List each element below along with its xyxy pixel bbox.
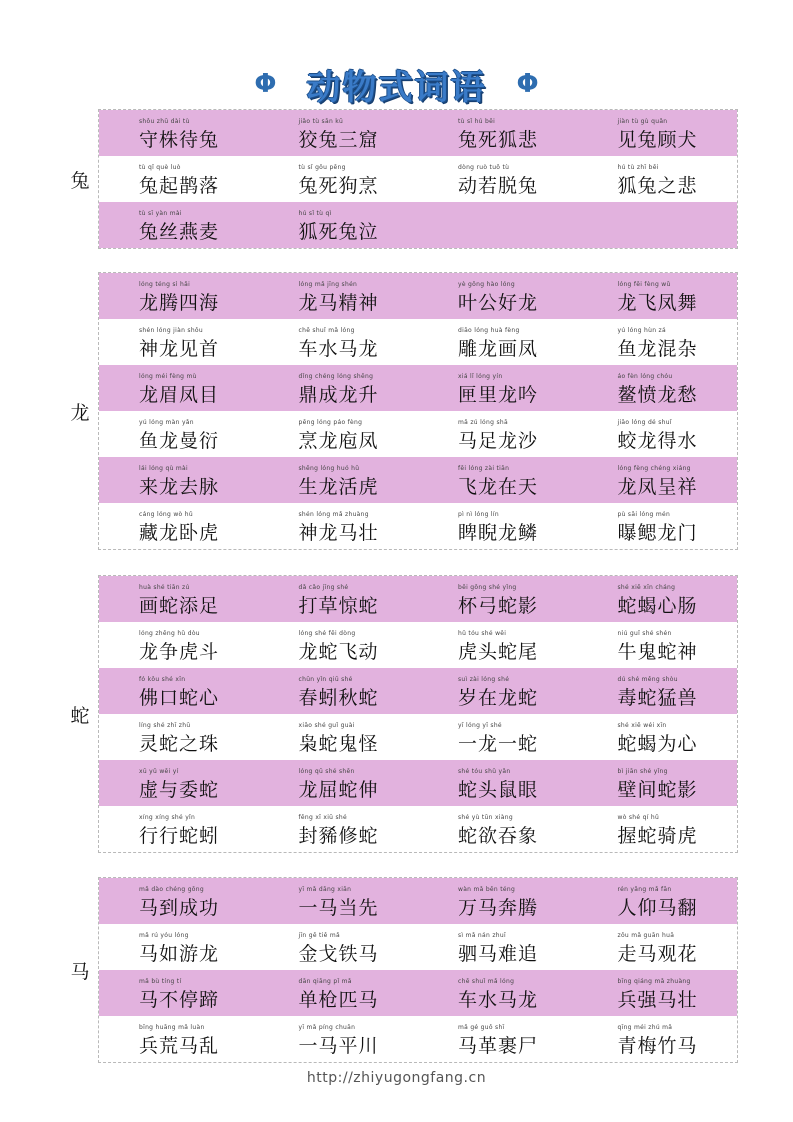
idiom-text: 车水马龙 — [298, 338, 379, 360]
idiom-pinyin: sì mǎ nán zhuī — [458, 932, 506, 939]
idiom-pinyin: fēi lóng zài tiān — [458, 465, 510, 472]
idiom-text: 杯弓蛇影 — [458, 595, 539, 617]
idiom-text: 佛口蛇心 — [139, 687, 220, 709]
idiom-text: 兔起鹊落 — [139, 175, 220, 197]
idiom-text: 动若脱兔 — [458, 175, 539, 197]
idiom-cell — [99, 1016, 259, 1062]
idiom-cell — [578, 878, 738, 924]
idiom-pinyin: suì zài lóng shé — [458, 676, 510, 683]
idiom-cell — [99, 970, 259, 1016]
idiom-cell — [259, 156, 419, 202]
idiom-cell — [259, 760, 419, 806]
idiom-row — [99, 457, 737, 503]
idiom-text: 兵强马壮 — [617, 989, 698, 1011]
idiom-cell — [99, 806, 259, 852]
idiom-cell — [418, 1016, 578, 1062]
idiom-text: 虚与委蛇 — [139, 779, 220, 801]
idiom-pinyin: tù qǐ què luò — [139, 164, 181, 171]
idiom-row — [99, 365, 737, 411]
idiom-cell — [259, 668, 419, 714]
idiom-text: 枭蛇鬼怪 — [298, 733, 379, 755]
idiom-cell — [578, 457, 738, 503]
idiom-text: 藏龙卧虎 — [139, 522, 220, 544]
idiom-pinyin: shēng lóng huó hǔ — [298, 465, 360, 472]
idiom-cell — [99, 110, 259, 156]
idiom-text: 蛇欲吞象 — [458, 825, 539, 847]
idiom-text: 狐兔之悲 — [617, 175, 698, 197]
idiom-cell — [418, 156, 578, 202]
idiom-text: 蛇头鼠眼 — [458, 779, 539, 801]
idiom-text: 蛇蝎心肠 — [617, 595, 698, 617]
idiom-pinyin: dòng ruò tuō tù — [458, 164, 510, 171]
idiom-row — [99, 668, 737, 714]
idiom-pinyin: hú sǐ tù qì — [298, 210, 332, 217]
idiom-cell — [578, 319, 738, 365]
idiom-pinyin: jīn gē tiě mǎ — [298, 932, 340, 939]
idiom-cell — [578, 411, 738, 457]
idiom-cell — [259, 924, 419, 970]
idiom-cell — [259, 202, 419, 248]
idiom-pinyin: hú tù zhī bēi — [617, 164, 659, 171]
idiom-pinyin: qīng méi zhú mǎ — [617, 1024, 673, 1031]
idiom-text: 龙争虎斗 — [139, 641, 220, 663]
idiom-cell — [418, 806, 578, 852]
idiom-row — [99, 273, 737, 319]
idiom-cell — [259, 503, 419, 549]
idiom-cell — [578, 110, 738, 156]
idiom-cell — [259, 110, 419, 156]
idiom-cell — [418, 411, 578, 457]
idiom-row — [99, 806, 737, 852]
idiom-pinyin: cáng lóng wò hǔ — [139, 511, 193, 518]
idiom-pinyin: xū yǔ wēi yí — [139, 768, 179, 775]
idiom-pinyin: mǎ zú lóng shā — [458, 419, 508, 426]
phi-ornament-icon: Φ — [516, 69, 539, 99]
idiom-pinyin: dǐng chéng lóng shēng — [298, 373, 374, 380]
idiom-text: 春蚓秋蛇 — [298, 687, 379, 709]
idiom-cell — [418, 365, 578, 411]
idiom-cell — [578, 156, 738, 202]
idiom-text: 龙蛇飞动 — [298, 641, 379, 663]
idiom-cell — [418, 202, 578, 248]
idiom-row — [99, 622, 737, 668]
section-1 — [98, 272, 738, 550]
idiom-pinyin: wò shé qí hǔ — [617, 814, 660, 821]
idiom-pinyin: yī mǎ dāng xiān — [298, 886, 352, 893]
idiom-text: 鳌愤龙愁 — [617, 384, 698, 406]
phi-ornament-icon: Φ — [254, 69, 277, 99]
idiom-pinyin: wàn mǎ bēn téng — [458, 886, 516, 893]
idiom-pinyin: rén yǎng mǎ fān — [617, 886, 672, 893]
idiom-text: 人仰马翻 — [617, 897, 698, 919]
idiom-cell — [259, 1016, 419, 1062]
idiom-cell — [259, 365, 419, 411]
idiom-pinyin: lóng fēi fèng wǔ — [617, 281, 671, 288]
idiom-cell — [99, 273, 259, 319]
page-title-bar — [0, 62, 793, 106]
idiom-row — [99, 411, 737, 457]
idiom-row — [99, 714, 737, 760]
idiom-row — [99, 1016, 737, 1062]
section-label: 蛇 — [70, 705, 90, 727]
section-0 — [98, 109, 738, 249]
idiom-text: 守株待兔 — [139, 129, 220, 151]
idiom-text: 叶公好龙 — [458, 292, 539, 314]
idiom-row — [99, 110, 737, 156]
idiom-pinyin: mǎ dào chéng gōng — [139, 886, 204, 893]
idiom-cell — [418, 668, 578, 714]
idiom-text: 驷马难追 — [458, 943, 539, 965]
idiom-cell — [259, 457, 419, 503]
idiom-cell — [99, 365, 259, 411]
idiom-text: 毒蛇猛兽 — [617, 687, 698, 709]
idiom-row — [99, 576, 737, 622]
idiom-cell — [99, 411, 259, 457]
idiom-cell — [99, 924, 259, 970]
idiom-text: 烹龙庖凤 — [298, 430, 379, 452]
idiom-pinyin: tù sǐ hú bēi — [458, 118, 496, 125]
idiom-cell — [578, 622, 738, 668]
idiom-cell — [578, 714, 738, 760]
idiom-text: 蛟龙得水 — [617, 430, 698, 452]
idiom-cell — [418, 503, 578, 549]
idiom-cell — [99, 668, 259, 714]
idiom-text: 神龙见首 — [139, 338, 220, 360]
idiom-text: 龙腾四海 — [139, 292, 220, 314]
idiom-cell — [418, 457, 578, 503]
idiom-pinyin: pù sāi lóng mén — [617, 511, 671, 518]
idiom-cell — [578, 273, 738, 319]
idiom-cell — [578, 202, 738, 248]
idiom-cell — [418, 924, 578, 970]
idiom-text: 握蛇骑虎 — [617, 825, 698, 847]
page-title: 动物式词语 — [306, 67, 487, 108]
idiom-text: 匣里龙吟 — [458, 384, 539, 406]
idiom-pinyin: xiá lǐ lóng yín — [458, 373, 503, 380]
idiom-pinyin: chē shuǐ mǎ lóng — [298, 327, 355, 334]
idiom-text: 蛇蝎为心 — [617, 733, 698, 755]
idiom-row — [99, 970, 737, 1016]
section-3 — [98, 877, 738, 1063]
idiom-cell — [578, 760, 738, 806]
idiom-cell — [259, 970, 419, 1016]
idiom-pinyin: lóng mǎ jīng shén — [298, 281, 358, 288]
section-label: 马 — [70, 961, 90, 983]
idiom-pinyin: shé xiē wéi xīn — [617, 722, 667, 729]
idiom-text: 兔丝燕麦 — [139, 221, 220, 243]
idiom-text: 车水马龙 — [458, 989, 539, 1011]
idiom-text: 牛鬼蛇神 — [617, 641, 698, 663]
idiom-cell — [578, 503, 738, 549]
idiom-pinyin: fēng xī xiū shé — [298, 814, 347, 821]
idiom-cell — [578, 924, 738, 970]
idiom-text: 走马观花 — [617, 943, 698, 965]
idiom-text: 马不停蹄 — [139, 989, 220, 1011]
idiom-text: 一龙一蛇 — [458, 733, 539, 755]
idiom-text: 龙凤呈祥 — [617, 476, 698, 498]
idiom-text: 一马平川 — [298, 1035, 379, 1057]
idiom-text: 兔死狐悲 — [458, 129, 539, 151]
idiom-cell — [578, 668, 738, 714]
idiom-text: 行行蛇蚓 — [139, 825, 220, 847]
idiom-pinyin: dǎ cǎo jīng shé — [298, 584, 349, 591]
idiom-pinyin: shǒu zhū dài tù — [139, 118, 190, 125]
idiom-pinyin: yú lóng màn yǎn — [139, 419, 194, 426]
idiom-cell — [418, 970, 578, 1016]
idiom-text: 壁间蛇影 — [617, 779, 698, 801]
idiom-cell — [99, 503, 259, 549]
idiom-cell — [99, 156, 259, 202]
idiom-pinyin: lóng shé fēi dòng — [298, 630, 356, 637]
idiom-pinyin: zǒu mǎ guān huā — [617, 932, 675, 939]
idiom-pinyin: fó kǒu shé xīn — [139, 676, 186, 683]
idiom-text: 马足龙沙 — [458, 430, 539, 452]
idiom-cell — [99, 714, 259, 760]
idiom-pinyin: tù sǐ gǒu pēng — [298, 164, 346, 171]
idiom-pinyin: lóng fèng chéng xiáng — [617, 465, 691, 472]
idiom-cell — [418, 273, 578, 319]
idiom-pinyin: shén lóng mǎ zhuàng — [298, 511, 369, 518]
idiom-pinyin: yè gōng hào lóng — [458, 281, 515, 288]
idiom-text: 见兔顾犬 — [617, 129, 698, 151]
idiom-cell — [578, 806, 738, 852]
idiom-pinyin: hǔ tóu shé wěi — [458, 630, 507, 637]
idiom-pinyin: lái lóng qù mài — [139, 465, 188, 472]
idiom-cell — [99, 760, 259, 806]
idiom-pinyin: huà shé tiān zú — [139, 584, 190, 591]
idiom-pinyin: xíng xíng shé yǐn — [139, 814, 196, 821]
idiom-pinyin: lóng zhēng hǔ dòu — [139, 630, 200, 637]
idiom-pinyin: lóng méi fèng mù — [139, 373, 197, 380]
idiom-text: 龙眉凤目 — [139, 384, 220, 406]
idiom-text: 金戈铁马 — [298, 943, 379, 965]
idiom-pinyin: pì nì lóng lín — [458, 511, 499, 518]
section-label: 龙 — [70, 402, 90, 424]
idiom-cell — [578, 576, 738, 622]
idiom-text: 曝鳃龙门 — [617, 522, 698, 544]
idiom-pinyin: chē shuǐ mǎ lóng — [458, 978, 515, 985]
idiom-pinyin: yú lóng hùn zá — [617, 327, 666, 334]
idiom-text: 狐死兔泣 — [298, 221, 379, 243]
idiom-text: 兔死狗烹 — [298, 175, 379, 197]
idiom-pinyin: lóng téng sì hǎi — [139, 281, 191, 288]
idiom-cell — [418, 714, 578, 760]
idiom-cell — [259, 878, 419, 924]
idiom-text: 龙马精神 — [298, 292, 379, 314]
idiom-text: 马如游龙 — [139, 943, 220, 965]
idiom-text: 睥睨龙鳞 — [458, 522, 539, 544]
idiom-cell — [418, 622, 578, 668]
idiom-pinyin: bēi gōng shé yǐng — [458, 584, 517, 591]
idiom-cell — [99, 457, 259, 503]
idiom-pinyin: shé xiē xīn cháng — [617, 584, 676, 591]
idiom-text: 生龙活虎 — [298, 476, 379, 498]
idiom-cell — [259, 319, 419, 365]
idiom-text: 单枪匹马 — [298, 989, 379, 1011]
idiom-pinyin: shé yù tūn xiàng — [458, 814, 513, 821]
idiom-text: 青梅竹马 — [617, 1035, 698, 1057]
idiom-row — [99, 924, 737, 970]
idiom-pinyin: dān qiāng pǐ mǎ — [298, 978, 352, 985]
idiom-pinyin: bīng huāng mǎ luàn — [139, 1024, 205, 1031]
idiom-pinyin: niú guǐ shé shén — [617, 630, 672, 637]
idiom-text: 狡兔三窟 — [298, 129, 379, 151]
idiom-pinyin: jiāo lóng dé shuǐ — [617, 419, 672, 426]
idiom-pinyin: chūn yǐn qiū shé — [298, 676, 353, 683]
idiom-text: 马革裹尸 — [458, 1035, 539, 1057]
idiom-row — [99, 760, 737, 806]
section-label: 兔 — [70, 170, 90, 192]
idiom-pinyin: mǎ rú yóu lóng — [139, 932, 189, 939]
idiom-pinyin: bīng qiáng mǎ zhuàng — [617, 978, 691, 985]
idiom-cell — [578, 365, 738, 411]
section-2 — [98, 575, 738, 853]
idiom-cell — [418, 576, 578, 622]
idiom-row — [99, 202, 737, 248]
idiom-text: 鼎成龙升 — [298, 384, 379, 406]
idiom-text: 神龙马壮 — [298, 522, 379, 544]
idiom-pinyin: yī lóng yī shé — [458, 722, 502, 729]
idiom-text: 画蛇添足 — [139, 595, 220, 617]
idiom-pinyin: shén lóng jiàn shǒu — [139, 327, 204, 334]
idiom-pinyin: mǎ gé guǒ shī — [458, 1024, 505, 1031]
idiom-cell — [259, 714, 419, 760]
idiom-cell — [99, 202, 259, 248]
idiom-text: 飞龙在天 — [458, 476, 539, 498]
idiom-row — [99, 503, 737, 549]
idiom-text: 打草惊蛇 — [298, 595, 379, 617]
idiom-row — [99, 156, 737, 202]
idiom-pinyin: bì jiān shé yǐng — [617, 768, 668, 775]
idiom-text: 兵荒马乱 — [139, 1035, 220, 1057]
idiom-cell — [418, 760, 578, 806]
idiom-pinyin: áo fèn lóng chóu — [617, 373, 673, 380]
idiom-cell — [99, 319, 259, 365]
idiom-cell — [99, 622, 259, 668]
idiom-pinyin: diāo lóng huà fèng — [458, 327, 520, 334]
idiom-text: 一马当先 — [298, 897, 379, 919]
idiom-cell — [418, 110, 578, 156]
idiom-pinyin: pēng lóng páo fèng — [298, 419, 363, 426]
idiom-cell — [418, 878, 578, 924]
idiom-row — [99, 319, 737, 365]
footer-url: http://zhiyugongfang.cn — [306, 1070, 487, 1086]
idiom-pinyin: mǎ bù tíng tí — [139, 978, 182, 985]
idiom-pinyin: tù sī yàn mài — [139, 210, 182, 217]
idiom-text: 马到成功 — [139, 897, 220, 919]
idiom-cell — [99, 878, 259, 924]
idiom-pinyin: líng shé zhī zhū — [139, 722, 191, 729]
idiom-text: 龙屈蛇伸 — [298, 779, 379, 801]
idiom-text: 岁在龙蛇 — [458, 687, 539, 709]
idiom-text: 来龙去脉 — [139, 476, 220, 498]
idiom-pinyin: jiǎo tù sān kū — [298, 118, 344, 125]
idiom-pinyin: shé tóu shǔ yǎn — [458, 768, 511, 775]
idiom-row — [99, 878, 737, 924]
idiom-cell — [259, 273, 419, 319]
idiom-text: 鱼龙曼衍 — [139, 430, 220, 452]
idiom-text: 龙飞凤舞 — [617, 292, 698, 314]
idiom-text: 灵蛇之珠 — [139, 733, 220, 755]
idiom-pinyin: xiāo shé guǐ guài — [298, 722, 355, 729]
idiom-text: 万马奔腾 — [458, 897, 539, 919]
idiom-cell — [578, 970, 738, 1016]
idiom-cell — [99, 576, 259, 622]
idiom-cell — [259, 622, 419, 668]
idiom-cell — [418, 319, 578, 365]
idiom-cell — [259, 411, 419, 457]
idiom-text: 封豨修蛇 — [298, 825, 379, 847]
idiom-text: 雕龙画凤 — [458, 338, 539, 360]
idiom-text: 鱼龙混杂 — [617, 338, 698, 360]
idiom-pinyin: lóng qū shé shēn — [298, 768, 355, 775]
idiom-cell — [259, 576, 419, 622]
idiom-cell — [578, 1016, 738, 1062]
idiom-text: 虎头蛇尾 — [458, 641, 539, 663]
idiom-pinyin: yī mǎ píng chuān — [298, 1024, 356, 1031]
idiom-pinyin: dú shé měng shòu — [617, 676, 678, 683]
idiom-cell — [259, 806, 419, 852]
idiom-pinyin: jiàn tù gù quǎn — [617, 118, 668, 125]
